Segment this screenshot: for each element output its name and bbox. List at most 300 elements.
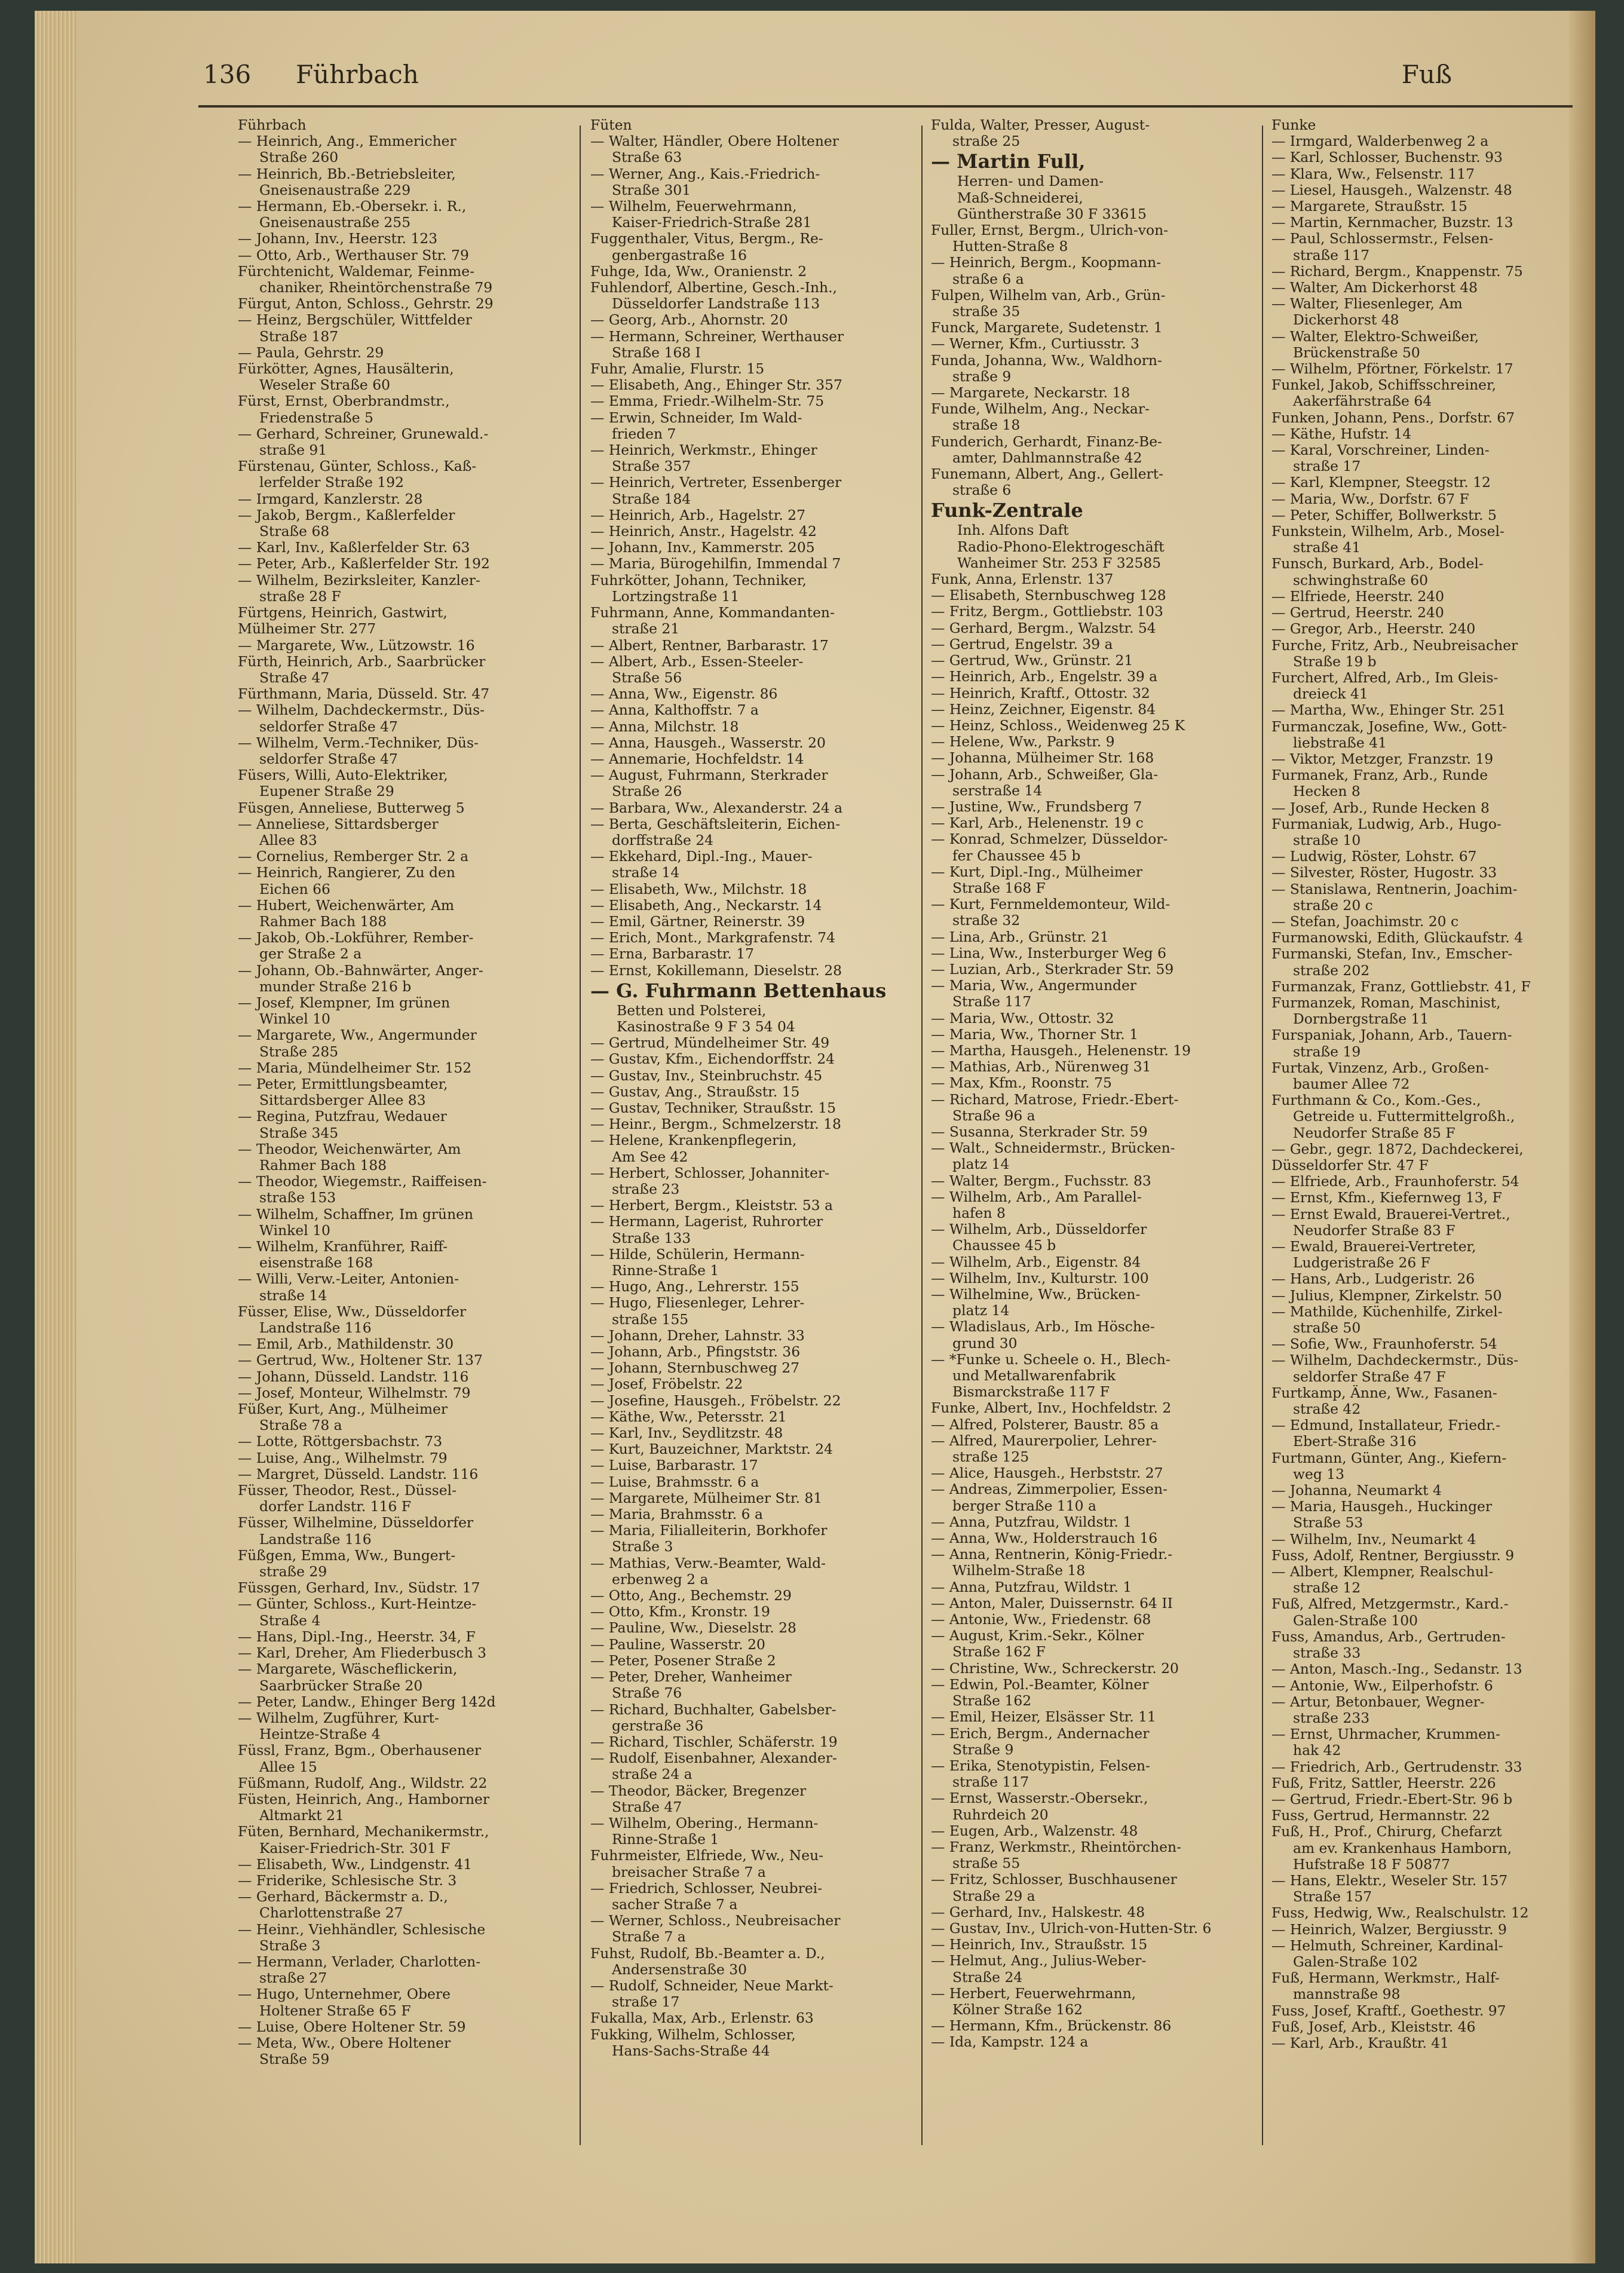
directory-entry: — Edmund, Installateur, Friedr.- (1271, 1417, 1501, 1434)
directory-entry: — Gregor, Arb., Heerstr. 240 (1271, 621, 1476, 638)
directory-entry: — Gustav, Inv., Ulrich-von-Hutten-Str. 6 (931, 1920, 1212, 1937)
directory-entry: — Erwin, Schneider, Im Wald- (590, 409, 802, 426)
entry-continuation: Hufstraße 18 F 50877 (1293, 1856, 1450, 1873)
entry-continuation: Altmarkt 21 (259, 1808, 344, 1824)
directory-entry: — Anna, Putzfrau, Wildstr. 1 (931, 1579, 1132, 1595)
directory-entry: Fuhge, Ida, Ww., Oranienstr. 2 (590, 263, 807, 280)
entry-continuation: Straße 3 (259, 1937, 321, 1954)
directory-entry: Füsser, Theodor, Rest., Düssel- (238, 1482, 456, 1499)
advertisement-line: Radio-Phono-Elektrogeschäft (957, 538, 1165, 555)
directory-entry: — Ernst, Kfm., Kiefernweg 13, F (1271, 1190, 1502, 1206)
entry-continuation: Straße 187 (259, 328, 339, 345)
entry-continuation: serstraße 14 (952, 782, 1043, 799)
entry-continuation: Am See 42 (612, 1148, 688, 1165)
directory-entry: — Jakob, Bergm., Kaßlerfelder (238, 507, 455, 523)
entry-continuation: Andersenstraße 30 (612, 1961, 747, 1978)
directory-entry: — Wilhelm, Kranführer, Raiff- (238, 1239, 448, 1255)
directory-entry: — Peter, Arb., Kaßlerfelder Str. 192 (238, 556, 490, 572)
directory-entry: — Hermann, Eb.-Obersekr. i. R., (238, 198, 467, 215)
entry-continuation: sacher Straße 7 a (612, 1896, 738, 1913)
directory-entry: — Maria, Ww., Ottostr. 32 (931, 1010, 1114, 1027)
directory-entry: — Hermann, Verlader, Charlotten- (238, 1953, 481, 1970)
directory-entry: Furtkamp, Änne, Ww., Fasanen- (1271, 1384, 1497, 1401)
entry-continuation: Gneisenaustraße 255 (259, 215, 411, 231)
entry-continuation: Chaussee 45 b (952, 1237, 1056, 1254)
directory-entry: — Richard, Bergm., Knappenstr. 75 (1271, 263, 1523, 280)
directory-entry: — Karl, Dreher, Am Fliederbusch 3 (238, 1645, 487, 1662)
page-number: 136 (203, 60, 252, 89)
directory-entry: — Margarete, Ww., Lützowstr. 16 (238, 637, 475, 654)
entry-continuation: Ludgeristraße 26 F (1293, 1255, 1430, 1272)
directory-entry: — Ewald, Brauerei-Vertreter, (1271, 1239, 1476, 1255)
directory-entry: Furmanzek, Roman, Maschinist, (1271, 994, 1501, 1011)
directory-entry: Füssl, Franz, Bgm., Oberhausener (238, 1742, 482, 1759)
header-rule (198, 105, 1573, 108)
entry-continuation: am ev. Krankenhaus Hamborn, (1293, 1840, 1512, 1857)
directory-entry: Funke, Albert, Inv., Hochfeldstr. 2 (931, 1400, 1172, 1417)
entry-continuation: straße 32 (952, 912, 1021, 929)
directory-entry: Fuhrmann, Anne, Kommandanten- (590, 605, 835, 621)
directory-entry: Furmanski, Stefan, Inv., Emscher- (1271, 946, 1513, 963)
column-3 (931, 117, 1258, 2197)
directory-entry: — Heinr., Viehhändler, Schlesische (238, 1921, 486, 1938)
directory-entry: Füsser, Wilhelmine, Düsseldorfer (238, 1515, 474, 1531)
directory-entry: — Konrad, Schmelzer, Düsseldor- (931, 831, 1168, 848)
entry-continuation: Straße 78 a (259, 1417, 342, 1434)
directory-entry: — Theodor, Bäcker, Bregenzer (590, 1782, 807, 1799)
entry-continuation: straße 28 F (259, 588, 341, 605)
directory-entry: — Paula, Gehrstr. 29 (238, 344, 384, 361)
entry-continuation: baumer Allee 72 (1293, 1076, 1410, 1092)
directory-entry: — Sofie, Ww., Fraunhoferstr. 54 (1271, 1336, 1497, 1353)
directory-entry: — Käthe, Ww., Petersstr. 21 (590, 1408, 787, 1425)
entry-continuation: dreieck 41 (1293, 686, 1368, 703)
directory-entry: Fuss, Amandus, Arb., Gertruden- (1271, 1628, 1506, 1645)
directory-entry: Furmanczak, Josefine, Ww., Gott- (1271, 718, 1507, 735)
directory-entry: — Margarete, Ww., Angermunder (238, 1027, 477, 1044)
directory-entry: Füßer, Kurt, Ang., Mülheimer (238, 1401, 448, 1418)
entry-continuation: Saarbrücker Straße 20 (259, 1677, 423, 1694)
directory-entry: — Johann, Arb., Schweißer, Gla- (931, 766, 1159, 783)
directory-entry: — Otto, Arb., Werthauser Str. 79 (238, 247, 469, 264)
directory-entry: — Heinrich, Bb.-Betriebsleiter, (238, 166, 456, 182)
directory-entry: — Emil, Heizer, Elsässer Str. 11 (931, 1709, 1156, 1726)
entry-continuation: straße 41 (1293, 540, 1361, 556)
entry-continuation: straße 153 (259, 1190, 336, 1206)
directory-entry: — Edwin, Pol.-Beamter, Kölner (931, 1676, 1149, 1693)
directory-entry: — Wilhelm, Inv., Neumarkt 4 (1271, 1531, 1476, 1548)
directory-entry: — Werner, Schloss., Neubreisacher (590, 1913, 841, 1929)
directory-entry: — Gertrud, Engelstr. 39 a (931, 636, 1113, 653)
directory-entry: — Peter, Ermittlungsbeamter, (238, 1076, 448, 1092)
directory-entry: — Berta, Geschäftsleiterin, Eichen- (590, 816, 841, 832)
directory-entry: — Emil, Gärtner, Reinerstr. 39 (590, 913, 805, 930)
directory-entry: — Heinrich, Vertreter, Essenberger (590, 474, 842, 491)
directory-entry: — Hugo, Ang., Lehrerstr. 155 (590, 1279, 799, 1295)
entry-continuation: straße 10 (1293, 832, 1361, 848)
entry-continuation: mannstraße 98 (1293, 1986, 1401, 2003)
entry-continuation: Lortzingstraße 11 (612, 588, 740, 605)
entry-continuation: und Metallwarenfabrik (952, 1368, 1116, 1384)
directory-entry: — Richard, Matrose, Friedr.-Ebert- (931, 1091, 1179, 1108)
directory-entry: — Silvester, Röster, Hugostr. 33 (1271, 865, 1497, 881)
entry-continuation: Straße 157 (1293, 1889, 1372, 1906)
directory-entry: — Elisabeth, Sternbuschweg 128 (931, 587, 1166, 604)
entry-continuation: straße 17 (1293, 458, 1361, 475)
entry-continuation: Dickerhorst 48 (1293, 312, 1399, 329)
directory-entry: — Ernst Ewald, Brauerei-Vertret., (1271, 1206, 1510, 1223)
directory-entry: — Hugo, Fliesenleger, Lehrer- (590, 1295, 805, 1312)
directory-entry: — Mathilde, Küchenhilfe, Zirkel- (1271, 1303, 1503, 1320)
entry-continuation: straße 27 (259, 1970, 327, 1987)
directory-entry: — Justine, Ww., Frundsberg 7 (931, 798, 1142, 815)
entry-continuation: Straße 345 (259, 1125, 339, 1141)
directory-entry: — Karl, Inv., Kaßlerfelder Str. 63 (238, 540, 470, 556)
entry-continuation: Ebert-Straße 316 (1293, 1433, 1417, 1450)
directory-entry: — Heinz, Schloss., Weidenweg 25 K (931, 717, 1185, 734)
entry-continuation: genbergastraße 16 (612, 247, 747, 264)
column-1 (238, 117, 565, 2197)
directory-entry: — Herbert, Bergm., Kleiststr. 53 a (590, 1197, 833, 1214)
directory-entry: — Maria, Ww., Thorner Str. 1 (931, 1026, 1139, 1043)
directory-entry: — Helene, Krankenpflegerin, (590, 1132, 797, 1149)
directory-entry: — Lina, Arb., Grünstr. 21 (931, 929, 1109, 945)
entry-continuation: Aakerfährstraße 64 (1293, 393, 1432, 410)
entry-continuation: Straße 9 (952, 1741, 1014, 1758)
entry-continuation: straße 29 (259, 1564, 327, 1580)
directory-entry: — Heinrich, Inv., Straußstr. 15 (931, 1937, 1148, 1953)
entry-continuation: straße 233 (1293, 1710, 1370, 1726)
directory-entry: Füsgen, Anneliese, Butterweg 5 (238, 799, 465, 816)
directory-entry: — Walter, Händler, Obere Holtener (590, 133, 839, 150)
directory-entry: — Jakob, Ob.-Lokführer, Rember- (238, 930, 474, 946)
directory-entry: — Josefine, Hausgeh., Fröbelstr. 22 (590, 1392, 841, 1409)
directory-entry: — Gerhard, Bäckermstr a. D., (238, 1889, 448, 1906)
entry-continuation: Kaiser-Friedrich-Straße 281 (612, 215, 812, 231)
directory-entry: — Karal, Vorschreiner, Linden- (1271, 442, 1490, 459)
directory-entry: — Walter, Bergm., Fuchsstr. 83 (931, 1172, 1151, 1189)
directory-entry: — Anna, Rentnerin, König-Friedr.- (931, 1546, 1173, 1563)
column-2 (590, 117, 918, 2197)
directory-entry: Funken, Johann, Pens., Dorfstr. 67 (1271, 409, 1515, 426)
entry-continuation: straße 155 (612, 1311, 689, 1328)
directory-entry: Fuhrmeister, Elfriede, Ww., Neu- (590, 1848, 824, 1864)
entry-continuation: Straße 96 a (952, 1107, 1035, 1124)
directory-entry: — Anton, Masch.-Ing., Sedanstr. 13 (1271, 1661, 1522, 1678)
entry-continuation: straße 50 (1293, 1320, 1361, 1337)
directory-entry: — Gustav, Techniker, Straußstr. 15 (590, 1099, 836, 1116)
directory-entry: — Margarete, Wäscheflickerin, (238, 1661, 458, 1678)
entry-continuation: straße 202 (1293, 962, 1370, 979)
page-header (203, 60, 1577, 108)
directory-entry: Funsch, Burkard, Arb., Bodel- (1271, 556, 1484, 572)
directory-entry: Füsten, Heinrich, Ang., Hamborner (238, 1791, 490, 1808)
directory-entry: — Josef, Arb., Runde Hecken 8 (1271, 799, 1490, 816)
directory-entry: — Gustav, Inv., Steinbruchstr. 45 (590, 1067, 823, 1084)
directory-entry: Fuß, Hermann, Werkmstr., Half- (1271, 1970, 1500, 1987)
directory-entry: — Rudolf, Eisenbahner, Alexander- (590, 1750, 837, 1767)
directory-entry: — Heinrich, Kraftf., Ottostr. 32 (931, 685, 1150, 701)
directory-entry: — Hans, Arb., Ludgeristr. 26 (1271, 1271, 1475, 1288)
entry-continuation: lerfelder Straße 192 (259, 474, 405, 491)
directory-entry: — Maria, Mündelheimer Str. 152 (238, 1059, 472, 1076)
directory-entry: — Gebr., gegr. 1872, Dachdeckerei, (1271, 1141, 1524, 1157)
directory-entry: — Wilhelm, Obering., Hermann- (590, 1815, 819, 1831)
entry-continuation: Ruhrdeich 20 (952, 1806, 1049, 1823)
directory-entry: — Anna, Ww., Eigenstr. 86 (590, 686, 778, 703)
entry-continuation: Straße 301 (612, 182, 691, 198)
directory-entry: — Heinrich, Werkmstr., Ehinger (590, 442, 817, 459)
directory-entry: — Elisabeth, Ww., Lindgenstr. 41 (238, 1856, 473, 1873)
directory-entry: — Albert, Rentner, Barbarastr. 17 (590, 637, 829, 654)
column-separator (921, 125, 923, 2145)
directory-entry: — Pauline, Ww., Dieselstr. 28 (590, 1620, 796, 1637)
directory-entry: Fuller, Ernst, Bergm., Ulrich-von- (931, 222, 1169, 239)
directory-entry: — Klara, Ww., Felsenstr. 117 (1271, 166, 1475, 182)
directory-entry: — Maria, Ww., Angermunder (931, 978, 1137, 994)
directory-entry: — Walter, Am Dickerhorst 48 (1271, 280, 1478, 296)
directory-entry: — Elfriede, Arb., Fraunhoferstr. 54 (1271, 1174, 1519, 1190)
entry-continuation: straße 18 (952, 417, 1021, 434)
directory-entry: — Ernst, Uhrmacher, Krummen- (1271, 1726, 1500, 1743)
directory-entry: — Heinrich, Arb., Hagelstr. 27 (590, 507, 805, 523)
entry-continuation: Brückenstraße 50 (1293, 344, 1420, 361)
entry-continuation: Hecken 8 (1293, 783, 1361, 800)
directory-entry: Funemann, Albert, Ang., Gellert- (931, 466, 1164, 483)
directory-entry: Fürstenau, Günter, Schloss., Kaß- (238, 458, 477, 475)
entry-continuation: Straße 162 (952, 1693, 1032, 1710)
directory-entry: Furmanzak, Franz, Gottliebstr. 41, F (1271, 978, 1531, 995)
directory-entry: — Irmgard, Walderbenweg 2 a (1271, 133, 1489, 150)
directory-entry: Füten, Bernhard, Mechanikermstr., (238, 1824, 489, 1840)
directory-entry: — Martha, Ww., Ehinger Str. 251 (1271, 702, 1506, 719)
directory-entry: Fuhrkötter, Johann, Techniker, (590, 572, 807, 589)
directory-entry: — Albert, Klempner, Realschul- (1271, 1564, 1494, 1580)
directory-entry: — Maria, Ww., Dorfstr. 67 F (1271, 491, 1469, 507)
directory-entry: — Alice, Hausgeh., Herbststr. 27 (931, 1465, 1163, 1482)
directory-entry: Füßgen, Emma, Ww., Bungert- (238, 1547, 456, 1564)
entry-continuation: dorfer Landstr. 116 F (259, 1499, 412, 1515)
directory-entry: — Artur, Betonbauer, Wegner- (1271, 1693, 1485, 1710)
directory-entry: Funde, Wilhelm, Ang., Neckar- (931, 401, 1150, 418)
entry-continuation: frieden 7 (612, 425, 676, 442)
column-separator (1262, 125, 1263, 2145)
directory-entry: — Pauline, Wasserstr. 20 (590, 1636, 765, 1653)
directory-entry: — Luise, Barbarastr. 17 (590, 1457, 758, 1474)
directory-entry: — Maria, Bürogehilfin, Immendal 7 (590, 556, 841, 572)
directory-entry: — Georg, Arb., Ahornstr. 20 (590, 312, 788, 329)
directory-entry: — Wilhelm, Inv., Kulturstr. 100 (931, 1270, 1149, 1286)
directory-entry: — Wilhelm, Verm.-Techniker, Düs- (238, 734, 479, 751)
directory-entry: — Anna, Hausgeh., Wasserstr. 20 (590, 734, 826, 751)
directory-entry: — Antonie, Ww., Friedenstr. 68 (931, 1612, 1151, 1628)
directory-entry: — Hans, Dipl.-Ing., Heerstr. 34, F (238, 1628, 476, 1645)
directory-entry: Funk, Anna, Erlenstr. 137 (931, 571, 1114, 588)
directory-entry: — *Funke u. Scheele o. H., Blech- (931, 1351, 1170, 1368)
entry-continuation: Straße 26 (612, 783, 682, 800)
directory-entry: — Helene, Ww., Parkstr. 9 (931, 734, 1115, 750)
directory-entry: — Peter, Dreher, Wanheimer (590, 1669, 792, 1686)
directory-entry: — Wladislaus, Arb., Im Hösche- (931, 1319, 1155, 1335)
directory-entry: — Wilhelmine, Ww., Brücken- (931, 1286, 1141, 1303)
directory-entry: — Christine, Ww., Schreckerstr. 20 (931, 1660, 1179, 1677)
directory-entry: — Fritz, Schlosser, Buschhausener (931, 1871, 1177, 1888)
directory-entry: — Elisabeth, Ww., Milchstr. 18 (590, 881, 807, 897)
directory-entry: — Karl, Inv., Seydlitzstr. 48 (590, 1425, 783, 1442)
directory-entry: — Elfriede, Heerstr. 240 (1271, 588, 1445, 605)
directory-entry: — Stefan, Joachimstr. 20 c (1271, 913, 1459, 930)
directory-entry: — Anna, Kalthoffstr. 7 a (590, 702, 759, 719)
directory-entry: — Stanislawa, Rentnerin, Joachim- (1271, 881, 1518, 897)
entry-continuation: Straße 59 (259, 2051, 330, 2068)
entry-continuation: Straße 168 I (612, 344, 701, 361)
directory-entry: Fuss, Josef, Kraftf., Goethestr. 97 (1271, 2002, 1506, 2019)
entry-continuation: Straße 4 (259, 1612, 321, 1629)
directory-entry: — Otto, Kfm., Kronstr. 19 (590, 1604, 770, 1620)
entry-continuation: straße 12 (1293, 1580, 1361, 1597)
entry-continuation: Straße 7 a (612, 1929, 686, 1946)
entry-continuation: grund 30 (952, 1335, 1018, 1352)
directory-entry: — Johanna, Neumarkt 4 (1271, 1482, 1442, 1499)
directory-entry: — Albert, Arb., Essen-Steeler- (590, 653, 804, 670)
directory-entry: — Werner, Ang., Kais.-Friedrich- (590, 166, 820, 182)
entry-continuation: straße 21 (612, 621, 680, 638)
directory-entry: — Walter, Fliesenleger, Am (1271, 296, 1463, 313)
directory-entry: — Gustav, Ang., Straußstr. 15 (590, 1083, 800, 1100)
directory-entry: — Maria, Hausgeh., Huckinger (1271, 1499, 1493, 1515)
directory-entry: Furtak, Vinzenz, Arb., Großen- (1271, 1059, 1490, 1076)
entry-continuation: Holtener Straße 65 F (259, 2002, 411, 2019)
directory-entry: — Susanna, Sterkrader Str. 59 (931, 1123, 1148, 1140)
directory-entry: — Anna, Milchstr. 18 (590, 718, 739, 735)
directory-entry: — Erna, Barbarastr. 17 (590, 946, 754, 963)
directory-entry: — Irmgard, Kanzlerstr. 28 (238, 491, 423, 507)
directory-entry: — Anna, Putzfrau, Wildstr. 1 (931, 1514, 1132, 1530)
entry-continuation: Düsseldorfer Landstraße 113 (612, 296, 820, 313)
directory-entry: — Gerhard, Bergm., Walzstr. 54 (931, 620, 1156, 636)
directory-entry: — Walter, Elektro-Schweißer, (1271, 328, 1479, 345)
directory-entry: — Walt., Schneidermstr., Brücken- (931, 1140, 1175, 1157)
entry-continuation: Straße 24 (952, 1969, 1023, 1986)
entry-continuation: munder Straße 216 b (259, 978, 412, 995)
directory-entry: — Helmuth, Schreiner, Kardinal- (1271, 1937, 1503, 1954)
advertisement-line: Inh. Alfons Daft (957, 522, 1069, 539)
entry-continuation: straße 14 (259, 1287, 327, 1304)
directory-entry: Furmanek, Franz, Arb., Runde (1271, 767, 1488, 784)
directory-entry: — Andreas, Zimmerpolier, Essen- (931, 1481, 1168, 1498)
directory-entry: — Friedrich, Arb., Gertrudenstr. 33 (1271, 1759, 1522, 1775)
directory-entry: — Anneliese, Sittardsberger (238, 816, 439, 832)
entry-continuation: straße 125 (952, 1449, 1029, 1466)
entry-continuation: Straße 168 F (952, 880, 1046, 896)
directory-entry: Funderich, Gerhardt, Finanz-Be- (931, 433, 1162, 450)
directory-entry: Furtmann, Günter, Ang., Kiefern- (1271, 1450, 1507, 1466)
entry-continuation: Straße 3 (612, 1539, 673, 1555)
entry-continuation: Eichen 66 (259, 881, 330, 897)
directory-entry: — Wilhelm, Arb., Am Parallel- (931, 1188, 1142, 1205)
directory-entry: — Luise, Brahmsstr. 6 a (590, 1474, 759, 1490)
advertisement-line: Wanheimer Str. 253 F 32585 (957, 555, 1162, 571)
entry-continuation: hak 42 (1293, 1742, 1341, 1759)
directory-entry: — Käthe, Hufstr. 14 (1271, 425, 1412, 442)
directory-entry: — Martha, Hausgeh., Helenenstr. 19 (931, 1042, 1191, 1059)
directory-entry: — Helmut, Ang., Julius-Weber- (931, 1953, 1147, 1969)
advertisement-line: Herren- und Damen- (957, 173, 1104, 190)
directory-entry: — Alfred, Maurerpolier, Lehrer- (931, 1432, 1157, 1449)
directory-entry: — Hilde, Schülerin, Hermann- (590, 1246, 805, 1263)
directory-entry: — Rudolf, Schneider, Neue Markt- (590, 1977, 834, 1994)
directory-entry: — Mathias, Verw.-Beamter, Wald- (590, 1555, 826, 1572)
entry-continuation: Allee 15 (259, 1759, 317, 1775)
directory-entry: — Meta, Ww., Obere Holtener (238, 2035, 451, 2051)
entry-continuation: gerstraße 36 (612, 1717, 704, 1734)
directory-entry: — Margarete, Mülheimer Str. 81 (590, 1490, 823, 1506)
directory-entry: — Heinrich, Anstr., Hagelstr. 42 (590, 523, 817, 540)
directory-entry: — Lotte, Röttgersbachstr. 73 (238, 1433, 443, 1450)
directory-entry: — Wilhelm, Pförtner, Förkelstr. 17 (1271, 361, 1513, 378)
directory-entry: — Heinrich, Arb., Engelstr. 39 a (931, 669, 1158, 685)
directory-entry: Fuhlendorf, Albertine, Gesch.-Inh., (590, 280, 837, 296)
directory-entry: — Peter, Landw., Ehinger Berg 142d (238, 1693, 496, 1710)
directory-entry: Füsser, Elise, Ww., Düsseldorfer (238, 1303, 467, 1320)
directory-entry: — Gerhard, Schreiner, Grunewald.- (238, 425, 489, 442)
directory-entry: — Ernst, Kokillemann, Dieselstr. 28 (590, 962, 842, 979)
directory-entry: Furthmann & Co., Kom.-Ges., (1271, 1092, 1481, 1109)
directory-entry: — Gustav, Kfm., Eichendorffstr. 24 (590, 1051, 835, 1068)
entry-continuation: Gneisenaustraße 229 (259, 182, 411, 198)
directory-entry: — Kurt, Fernmeldemonteur, Wild- (931, 896, 1170, 913)
entry-continuation: straße 14 (612, 865, 680, 881)
directory-entry: — Hermann, Schreiner, Werthauser (590, 328, 844, 345)
entry-continuation: straße 25 (952, 133, 1021, 150)
entry-continuation: Allee 83 (259, 832, 317, 848)
directory-columns (238, 117, 1576, 2208)
directory-entry: — Günter, Schloss., Kurt-Heintze- (238, 1596, 477, 1613)
directory-entry: — Gerhard, Inv., Halskestr. 48 (931, 1904, 1145, 1920)
entry-continuation: Landstraße 116 (259, 1531, 372, 1548)
directory-entry: Düsseldorfer Str. 47 F (1271, 1157, 1429, 1174)
directory-entry: Furmanowski, Edith, Glückaufstr. 4 (1271, 930, 1524, 946)
directory-entry: — Luise, Ang., Wilhelmstr. 79 (238, 1450, 448, 1466)
directory-entry: — Wilhelm, Arb., Eigenstr. 84 (931, 1254, 1141, 1270)
advertisement-line: Kasinostraße 9 F 3 54 04 (617, 1018, 795, 1035)
directory-entry: — Lina, Ww., Insterburger Weg 6 (931, 945, 1166, 961)
directory-entry: — Johann, Düsseld. Landstr. 116 (238, 1368, 469, 1385)
directory-entry: — Alfred, Polsterer, Baustr. 85 a (931, 1416, 1159, 1433)
advertisement-heading: Funk-Zentrale (931, 499, 1083, 522)
entry-continuation: Rahmer Bach 188 (259, 913, 387, 930)
entry-continuation: straße 117 (1293, 247, 1370, 264)
directory-entry: Furche, Fritz, Arb., Neubreisacher (1271, 637, 1518, 654)
entry-continuation: Dornbergstraße 11 (1293, 1011, 1429, 1028)
directory-entry: Fürtgens, Heinrich, Gastwirt, (238, 605, 448, 621)
directory-entry: — Hugo, Unternehmer, Obere (238, 1986, 451, 2003)
entry-continuation: Rinne-Straße 1 (612, 1263, 719, 1279)
entry-continuation: straße 117 (952, 1774, 1029, 1791)
entry-continuation: straße 6 (952, 482, 1012, 499)
entry-continuation: eisenstraße 168 (259, 1255, 373, 1272)
entry-continuation: Straße 56 (612, 669, 682, 686)
entry-continuation: straße 24 a (612, 1766, 693, 1783)
directory-entry: — Viktor, Metzger, Franzstr. 19 (1271, 750, 1494, 767)
directory-entry: — Wilhelm, Zugführer, Kurt- (238, 1710, 439, 1726)
directory-entry: Fürgut, Anton, Schloss., Gehrstr. 29 (238, 296, 494, 313)
directory-entry: Fuß, H., Prof., Chirurg, Chefarzt (1271, 1824, 1502, 1840)
entry-continuation: Straße 47 (612, 1799, 682, 1815)
directory-entry: — Luise, Obere Holtener Str. 59 (238, 2018, 466, 2035)
entry-continuation: Straße 19 b (1293, 653, 1377, 670)
directory-entry: Funkel, Jakob, Schiffsschreiner, (1271, 377, 1497, 394)
